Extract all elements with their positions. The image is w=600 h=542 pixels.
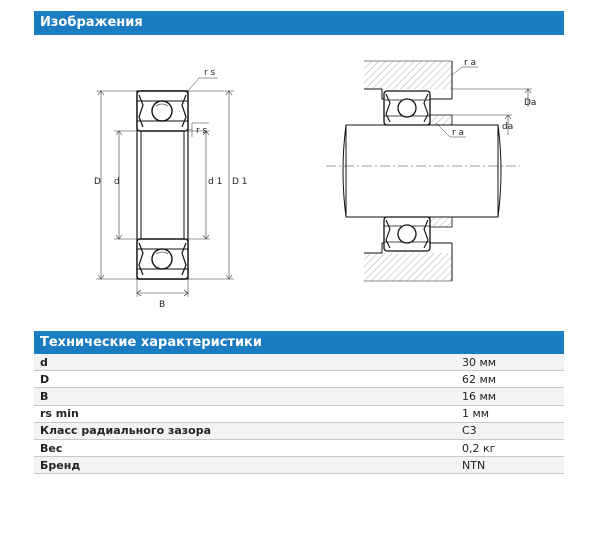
spec-value: 62 мм xyxy=(456,371,564,388)
spec-value: C3 xyxy=(456,422,564,439)
spec-label: Класс радиального зазора xyxy=(34,422,456,439)
spec-value: 1 мм xyxy=(456,405,564,422)
table-row xyxy=(34,439,564,456)
spec-label: D xyxy=(34,371,456,388)
label-rs-top: r s xyxy=(204,68,216,78)
specs-section-title: Технические характеристики xyxy=(40,335,262,350)
spec-label: d xyxy=(34,354,456,371)
spec-label: B xyxy=(34,388,456,405)
table-row xyxy=(34,457,564,474)
spec-value: 16 мм xyxy=(456,388,564,405)
bearing-drawings xyxy=(34,45,564,311)
bearing-section-drawing xyxy=(94,68,248,310)
drawings-area xyxy=(34,45,564,311)
spec-label: Бренд xyxy=(34,457,456,474)
table-row xyxy=(34,354,564,371)
specs-section-header xyxy=(34,331,564,354)
label-D: D xyxy=(94,177,101,187)
label-D1: D 1 xyxy=(232,177,248,187)
spec-label: rs min xyxy=(34,405,456,422)
label-da: da xyxy=(502,122,514,132)
label-rs-inner: r s xyxy=(196,126,208,136)
label-Da: Da xyxy=(524,98,537,108)
spec-label: Вес xyxy=(34,439,456,456)
specs-table xyxy=(34,354,564,474)
table-row xyxy=(34,388,564,405)
label-d: d xyxy=(114,177,120,187)
label-d1: d 1 xyxy=(208,177,223,187)
images-section-title: Изображения xyxy=(40,15,143,30)
spec-value: 0,2 кг xyxy=(456,439,564,456)
table-row xyxy=(34,422,564,439)
spec-value: NTN xyxy=(456,457,564,474)
table-row xyxy=(34,405,564,422)
table-row xyxy=(34,371,564,388)
spec-value: 30 мм xyxy=(456,354,564,371)
label-ra-inner: r a xyxy=(452,128,465,138)
label-B: B xyxy=(159,300,166,310)
images-section-header xyxy=(34,11,564,35)
label-ra-top: r a xyxy=(464,58,477,68)
mounting-drawing xyxy=(326,58,536,281)
